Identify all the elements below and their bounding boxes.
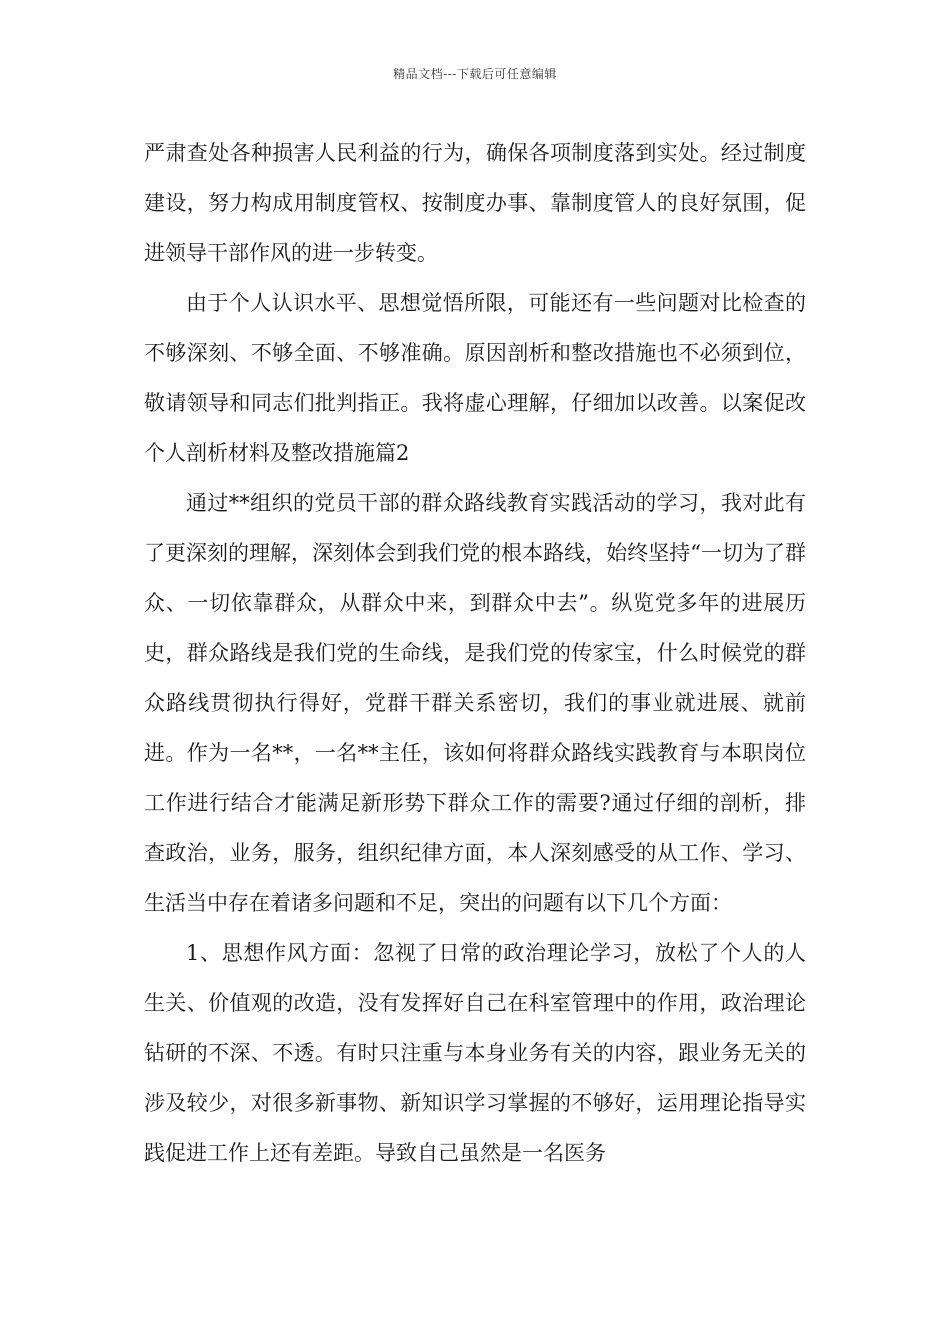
paragraph-3: 通过**组织的党员干部的群众路线教育实践活动的学习，我对此有了更深刻的理解，深刻体会到我们党的根本路线，始终坚持“一切为了群众、一切依靠群众，从群众中来，到群众中去”。纵览党多年的进展历史，群众路线是我们党的生命线，是我们党的传家宝，什么时候党的群众路线贯彻执行得好，党群干群关系密切，我们的事业就进展、就前进。作为一名**，一名**主任，该如何将群众路线实践教育与本职岗位工作进行结合才能满足新形势下群众工作的需要?通过仔细的剖析，排查政治，业务，服务，组织纪律方面，本人深刻感受的从工作、学习、生活当中存在着诸多问题和不足，突出的问题有以下几个方面： [144,491,806,915]
paragraph-1: 严肃查处各种损害人民利益的行为，确保各项制度落到实处。经过制度建设，努力构成用制度管权、按制度办事、靠制度管人的良好氛围，促进领导干部作风的进一步转变。 [144,141,806,265]
page-header: 精品文档---下载后可任意编辑 [393,67,557,81]
paragraph-2: 由于个人认识水平、思想觉悟所限，可能还有一些问题对比检查的不够深刻、不够全面、不够准确。原因剖析和整改措施也不必须到位，敬请领导和同志们批判指正。我将虚心理解，仔细加以改善。以案促改个人剖析材料及整改措施篇2 [144,291,806,465]
document-body [144,128,806,1178]
paragraph-4: 1、思想作风方面：忽视了日常的政治理论学习，放松了个人的人生关、价值观的改造，没有发挥好自己在科室管理中的作用，政治理论钻研的不深、不透。有时只注重与本身业务有关的内容，跟业务无关的涉及较少，对很多新事物、新知识学习掌握的不够好，运用理论指导实践促进工作上还有差距。导致自己虽然是一名医务 [144,941,806,1165]
